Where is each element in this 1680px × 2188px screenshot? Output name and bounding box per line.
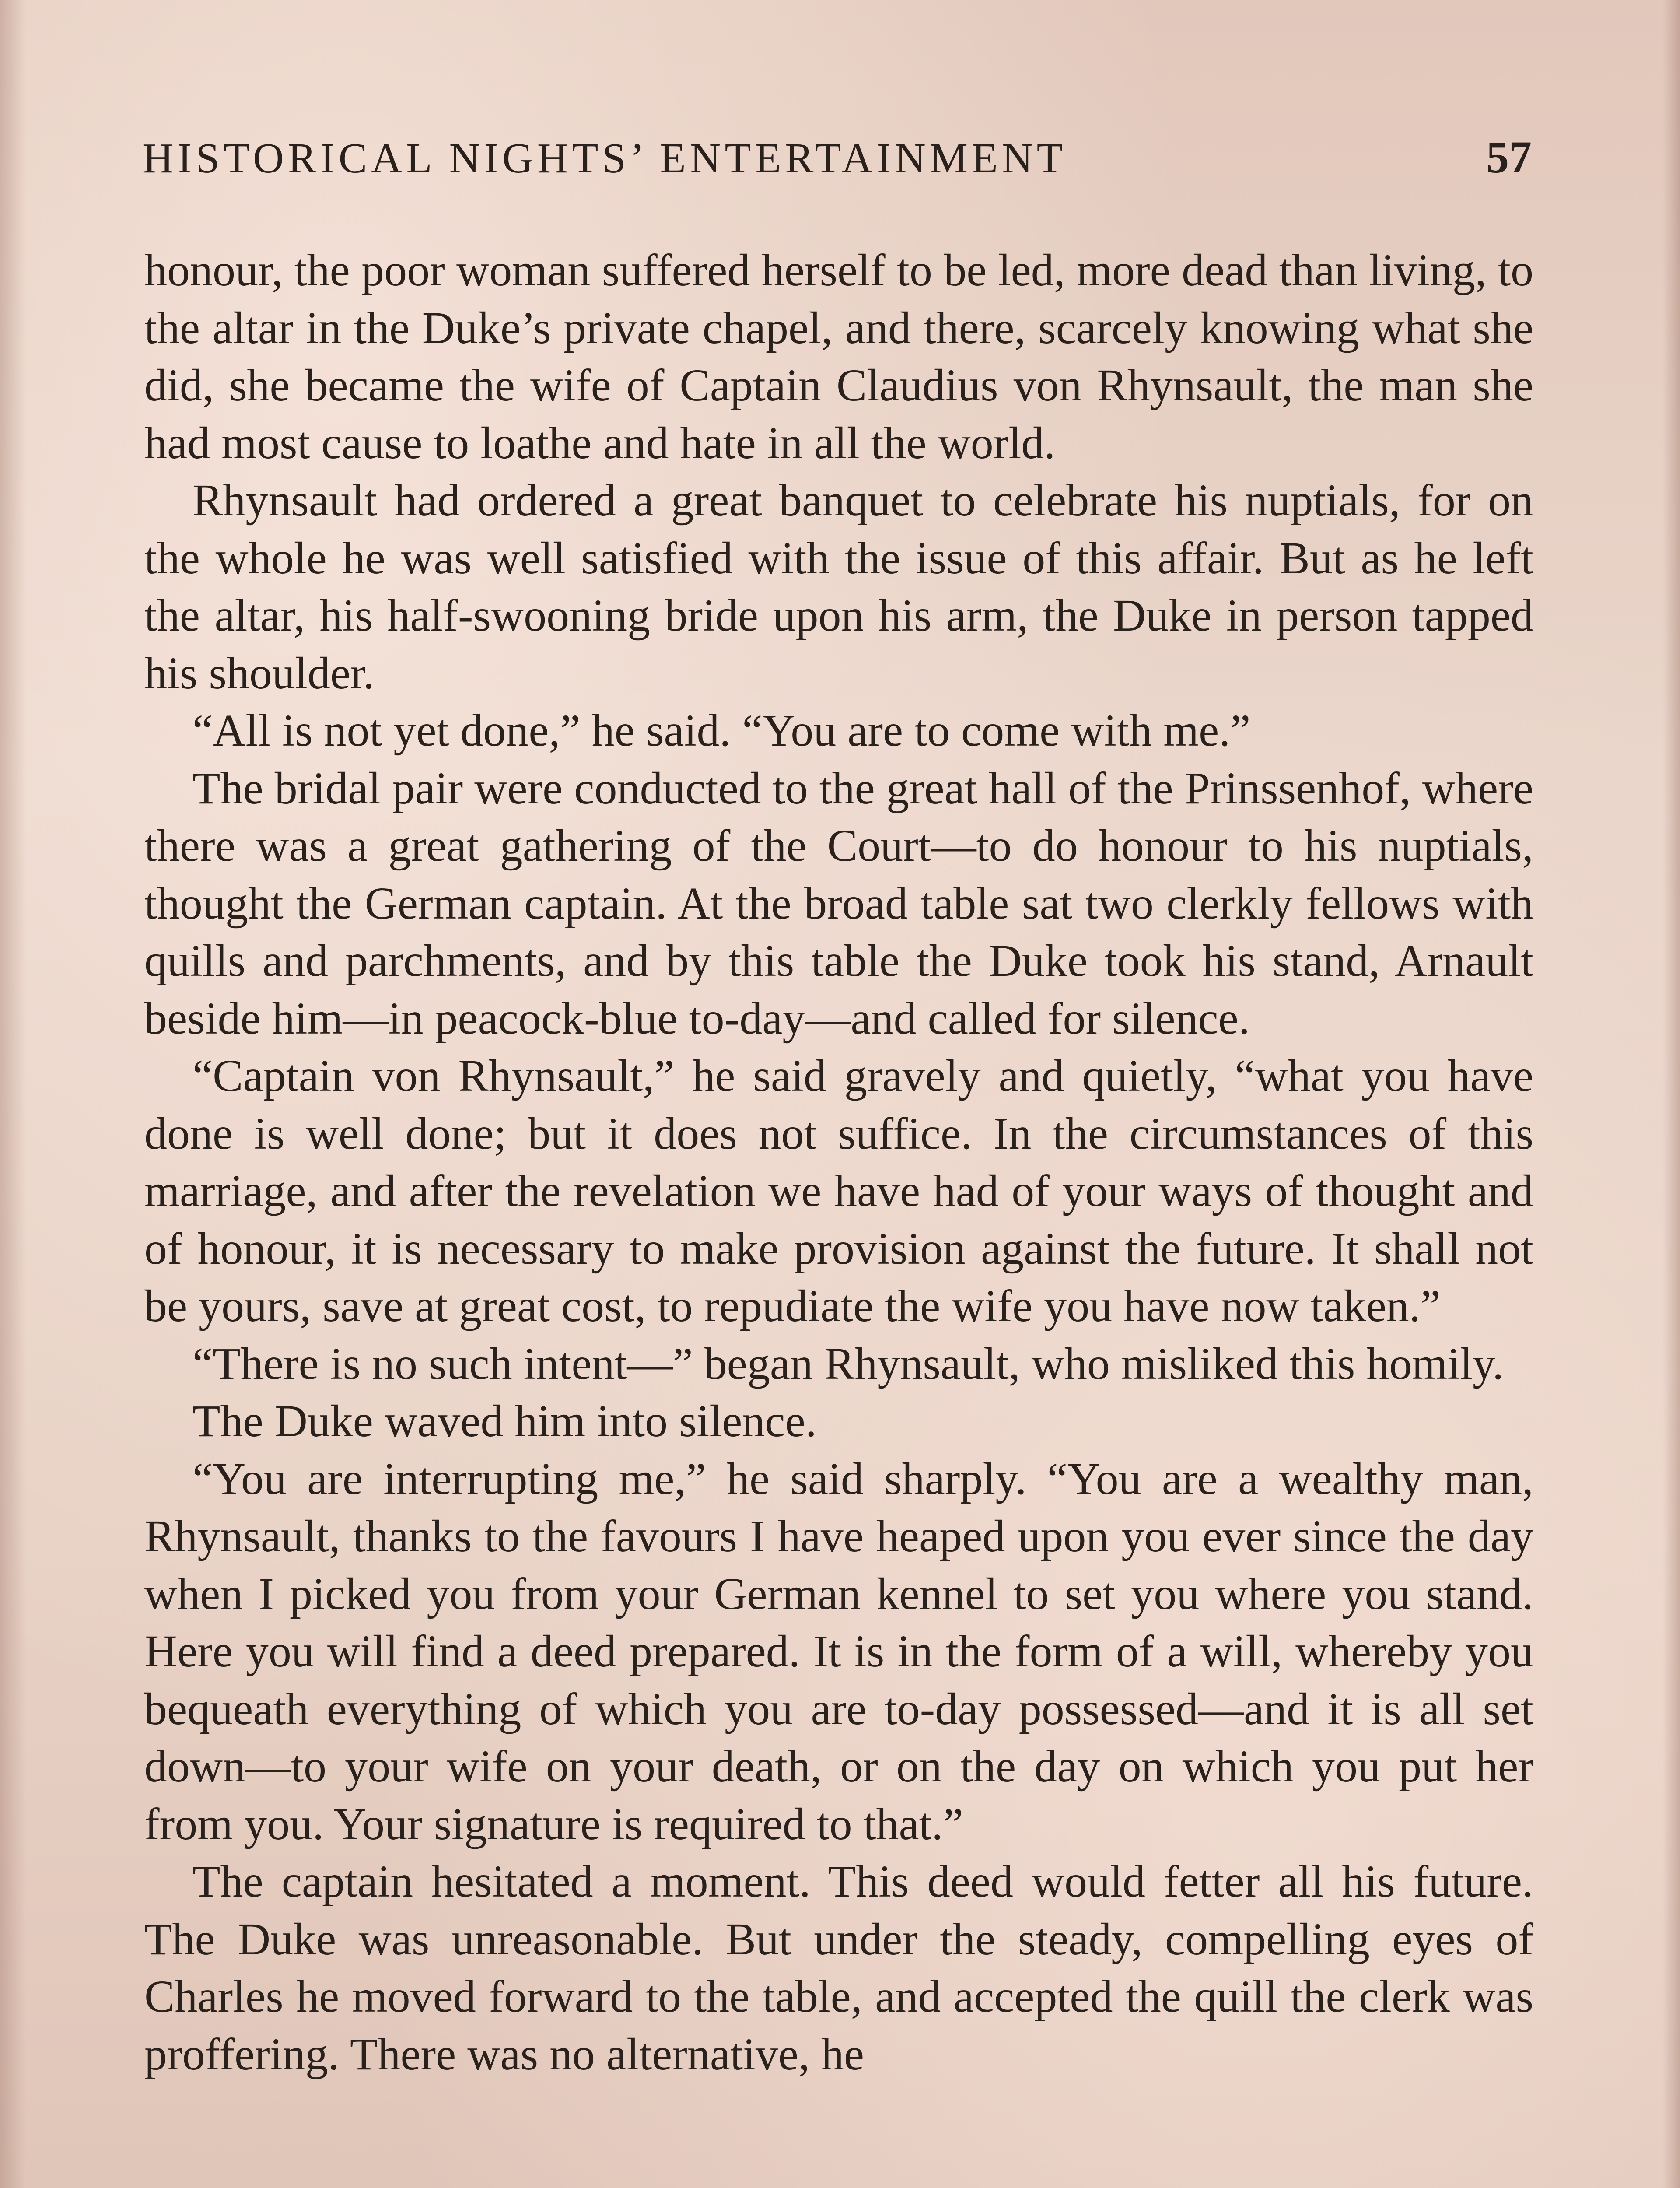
page-edge-shadow-right <box>1662 0 1680 2188</box>
paragraph-9: The captain hesitated a moment. This deed would fetter all his future. The Duke was unreasonable. But under the steady, compelling eyes of Charles he moved forward to the table, and accepted the quill the clerk was proffering. There was no alternative, he <box>144 1856 1533 2079</box>
paragraph-3: “All is not yet done,” he said. “You are to come with me.” <box>192 705 1251 756</box>
paragraph-5: “Captain von Rhynsault,” he said gravely and quietly, “what you have done is well done; but it does not suffice. In the circumstances of this marriage, and after the revelation we have had of your ways of thought and of honour, it is necessary to make provision against the future. It shall not be yours, save at great cost, to repudiate the wife you have now taken.” <box>144 1051 1533 1331</box>
page-number: 57 <box>1486 132 1532 182</box>
paragraph-1: honour, the poor woman suffered herself to be led, more dead than living, to the altar in the Duke’s private chapel, and there, scarcely knowing what she did, she became the wife of Captain Claudius von Rhynsault, the man she had most cause to loathe and hate in all the world. <box>144 245 1533 468</box>
running-title: HISTORICAL NIGHTS’ ENTERTAINMENT <box>143 135 1067 182</box>
paragraph-4: The bridal pair were conducted to the great hall of the Prinssenhof, where there was a great gathering of the Court—to do honour to his nuptials, thought the German captain. At the broad table sat two clerkly fellows with quills and parchments, and by this table the Duke took his stand, Arnault beside him—in peacock-blue to-day—and called for silence. <box>144 763 1533 1044</box>
paragraph-7: The Duke waved him into silence. <box>192 1396 817 1446</box>
paragraph-6: “There is no such intent—” began Rhynsault, who misliked this homily. <box>192 1338 1504 1389</box>
body-text <box>144 242 1533 2083</box>
running-header <box>143 131 1532 184</box>
paragraph-8: “You are interrupting me,” he said sharply. “You are a wealthy man, Rhynsault, thanks to the favours I have heaped upon you ever since the day when I picked you from your German kennel to set you where you stand. Here you will find a deed prepared. It is in the form of a will, whereby you bequeath everything of which you are to-day possessed—and it is all set down—to your wife on your death, or on the day on which you put her from you. Your signature is required to that.” <box>144 1453 1533 1849</box>
paragraph-2: Rhynsault had ordered a great banquet to celebrate his nuptials, for on the whole he was well satisfied with the issue of this affair. But as he left the altar, his half-swooning bride upon his arm, the Duke in person tapped his shoulder. <box>144 475 1533 698</box>
page-edge-shadow-left <box>0 0 26 2188</box>
